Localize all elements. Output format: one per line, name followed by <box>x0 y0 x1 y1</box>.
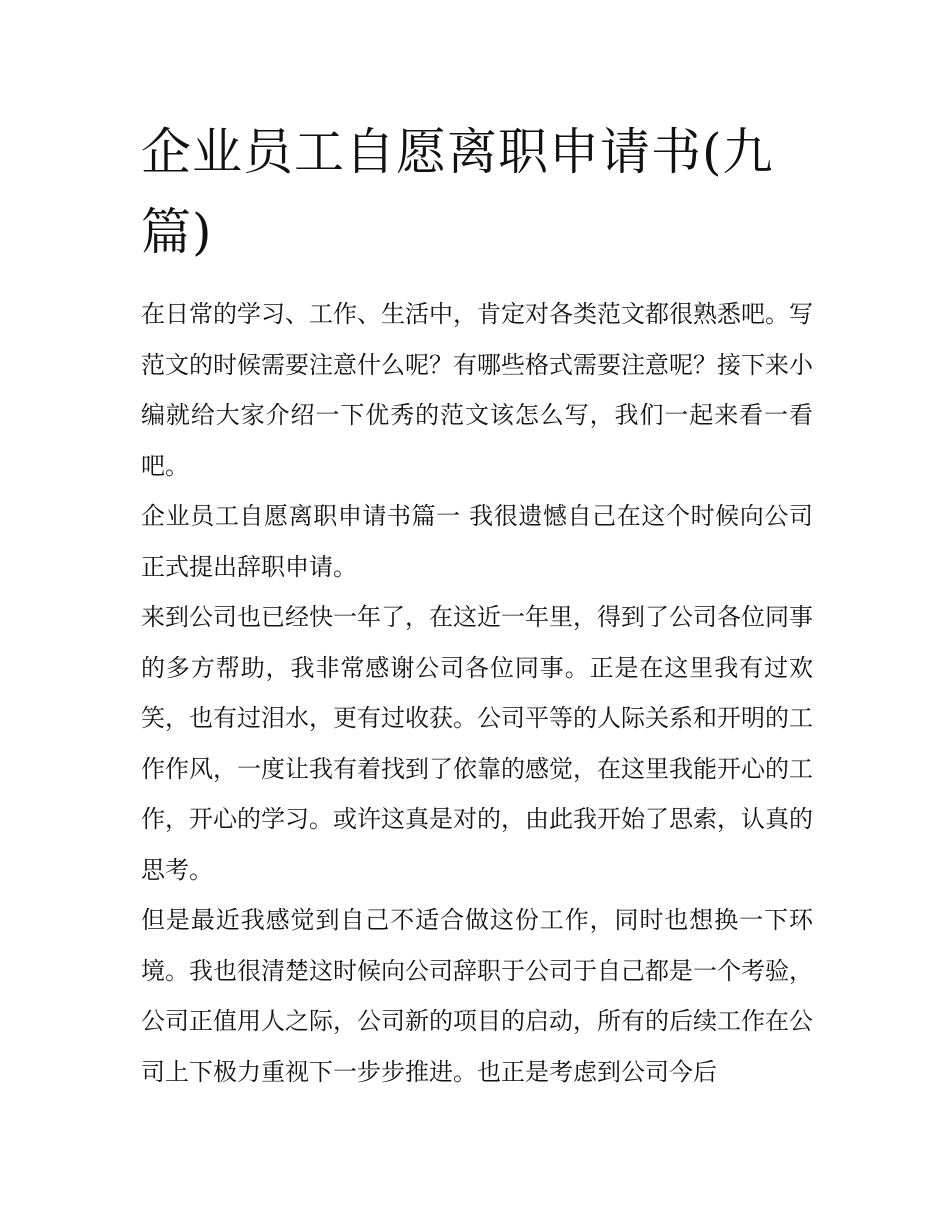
document-body <box>141 112 813 1097</box>
body-paragraph: 但是最近我感觉到自己不适合做这份工作，同时也想换一下环境。我也很清楚这时候向公司辞职于公司于自己都是一个考验，公司正值用人之际，公司新的项目的启动，所有的后续工作在公司上下极力重视下一步步推进。也正是考虑到公司今后 <box>141 906 813 1086</box>
document-title: 企业员工自愿离职申请书(九篇) <box>141 123 774 261</box>
body-paragraph: 来到公司也已经快一年了，在这近一年里，得到了公司各位同事的多方帮助，我非常感谢公司各位同事。正是在这里我有过欢笑，也有过泪水，更有过收获。公司平等的人际关系和开明的工作作风，一度让我有着找到了依靠的感觉，在这里我能开心的工作，开心的学习。或许这真是对的，由此我开始了思索，认真的思考。 <box>141 603 813 884</box>
section-heading-paragraph: 企业员工自愿离职申请书篇一 我很遗憾自己在这个时候向公司正式提出辞职申请。 <box>141 502 813 581</box>
intro-paragraph: 在日常的学习、工作、生活中，肯定对各类范文都很熟悉吧。写范文的时候需要注意什么呢？有哪些格式需要注意呢？接下来小编就给大家介绍一下优秀的范文该怎么写，我们一起来看一看吧。 <box>141 300 813 480</box>
